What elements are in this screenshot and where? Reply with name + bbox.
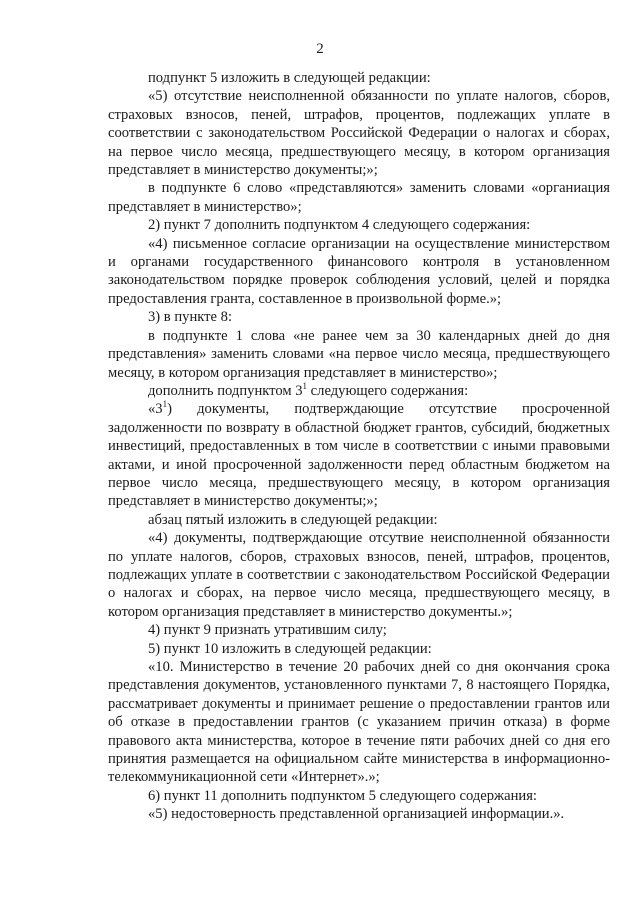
paragraph: 3) в пункте 8:	[148, 309, 233, 326]
document-body	[108, 69, 610, 824]
paragraph: 6) пункт 11 дополнить подпунктом 5 следующего содержания:	[148, 787, 537, 804]
paragraph: подпункт 5 изложить в следующей редакции:	[148, 70, 431, 86]
superscript: 1	[302, 381, 308, 392]
page-number: 2	[316, 41, 324, 57]
text-segment: ) документы, подтверждающие отсутствие просроченной задолженности по возврату в областной бюджет грантов, субсидий, бюджетных инвестиций, предоставленных в том числе в соответствии с иными правовыми актами, и иной просроченной задолженности перед областным бюджетом на первое число месяца, предшествующего месяцу, в котором организация представляет в министерство документы;»;	[108, 401, 610, 510]
text-segment: «3	[148, 401, 163, 418]
paragraph: в подпункте 6 слово «представляются» заменить словами «органиация представляет в министерство»;	[108, 180, 610, 215]
text-segment: дополнить подпунктом 3	[148, 382, 303, 399]
paragraph: «10. Министерство в течение 20 рабочих дней со дня окончания срока представления документов, установленного пунктами 7, 8 настоящего Порядка, рассматривает документы и принимает решение о предоставлении грантов или об отказе в предоставлении грантов (с указанием причин отказа) в форме правового акта министерства, которое в течение пяти рабочих дней со дня его принятия размещается на официальном сайте министерства в информационно-телекоммуникационной сети «Интернет».»;	[108, 659, 610, 786]
paragraph: 5) пункт 10 изложить в следующей редакции:	[148, 640, 432, 657]
paragraph: «5) отсутствие неисполненной обязанности по уплате налогов, сборов, страховых взносов, пеней, штрафов, процентов, подлежащих уплате в соответствии с законодательством Российской Федерации о налогах и сборах, на первое число месяца, предшествующего месяцу, в котором организация представляет в министерство документы;»;	[108, 88, 610, 179]
paragraph: «4) письменное согласие организации на осуществление министерством и органами государственного финансового контроля в установленном законодательством порядке проверок соблюдения условий, целей и порядка предоставления гранта, составленное в произвольной форме.»;	[108, 235, 610, 307]
paragraph: «5) недостоверность представленной организацией информации.».	[148, 806, 565, 823]
paragraph: 2) пункт 7 дополнить подпунктом 4 следующего содержания:	[148, 217, 531, 234]
paragraph: «4) документы, подтверждающие отсутвие неисполненной обязанности по уплате налогов, сборов, страховых взносов, пеней, штрафов, процентов, подлежащих уплате в соответствии с законодательством Российской Федерации о налогах и сборах, на первое число месяца, предшествующего месяцу, в котором организация представляет в министерство документы.»;	[108, 530, 610, 620]
paragraph: 4) пункт 9 признать утратившим силу;	[148, 622, 387, 639]
paragraph-subpoint-3-1-text	[108, 400, 610, 510]
paragraph: в подпункте 1 слова «не ранее чем за 30 календарных дней до дня представления» заменить словами «на первое число месяца, предшествующего месяцу, в котором организация представляет в министерство»;	[108, 327, 610, 381]
paragraph-subpoint-3-1-intro	[108, 382, 610, 400]
superscript: 1	[162, 399, 168, 410]
paragraph: абзац пятый изложить в следующей редакции:	[148, 511, 438, 528]
text-segment: следующего содержания:	[307, 382, 469, 399]
